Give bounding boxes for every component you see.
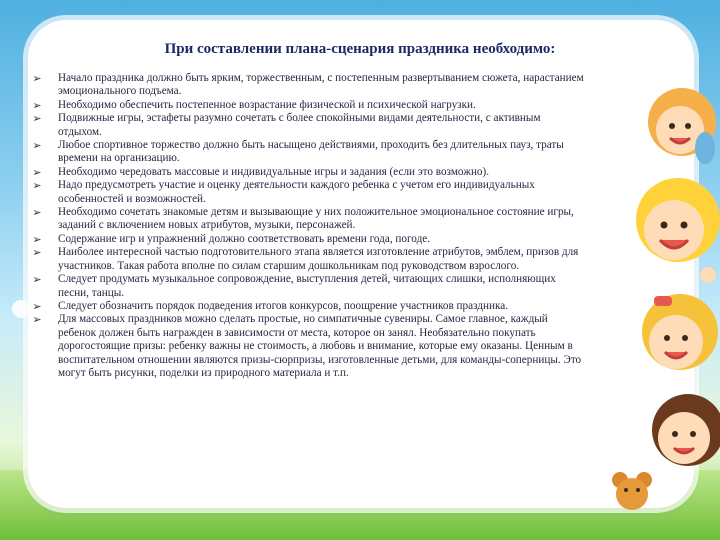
child-face-3 [642,294,718,370]
arrow-bullet-icon: ➢ [32,246,42,260]
child-face-1 [648,88,716,164]
list-item [26,139,586,166]
child-face-2 [636,178,720,283]
list-item-text: Содержание игр и упражнений должно соответствовать времени года, погоде. [58,232,431,245]
list-item [26,206,586,233]
child-face-4 [652,394,720,466]
list-item [26,179,586,206]
list-item [26,72,586,99]
arrow-bullet-icon: ➢ [32,299,42,313]
list-item [26,99,586,112]
arrow-bullet-icon: ➢ [32,232,42,246]
arrow-bullet-icon: ➢ [32,179,42,193]
list-item-text: Необходимо чередовать массовые и индивидуальные игры и задания (если это возможно). [58,165,490,178]
cartoon-children-illustration [570,70,720,510]
teddy-bear [612,472,652,510]
list-item-text: Необходимо обеспечить постепенное возрастание физической и психической нагрузки. [58,98,476,111]
list-item-text: Наиболее интересной частью подготовительного этапа является изготовление атрибутов, эмблем, призов для участников. Такая работа вполне по силам старшим дошкольникам под руководством взрослого. [58,246,579,272]
list-item [26,166,586,179]
page-title: При составлении плана-сценария праздника необходимо: [164,41,556,57]
list-item [26,112,586,139]
arrow-bullet-icon: ➢ [32,206,42,220]
arrow-bullet-icon: ➢ [32,112,42,126]
list-item [26,273,586,300]
arrow-bullet-icon: ➢ [32,139,42,153]
list-item [26,313,586,380]
list-item-text: Необходимо сочетать знакомые детям и вызывающие у них положительное эмоциональное состояние игры, заданий с включением новых атрибутов, музыки, персонажей. [58,206,574,232]
list-item-text: Следует продумать музыкальное сопровождение, выступления детей, читающих слишки, исполняющих песни, танцы. [58,273,556,299]
list-item-text: Подвижные игры, эстафеты разумно сочетать с более спокойными видами деятельности, с активным отдыхом. [58,112,541,138]
list-item-text: Начало праздника должно быть ярким, торжественным, с постепенным развертыванием сюжета, нарастанием эмоционального подъема. [58,72,584,98]
list-item-text: Надо предусмотреть участие и оценку деятельности каждого ребенка с учетом его индивидуальных особенностей и возможностей. [58,179,535,205]
list-item-text: Любое спортивное торжество должно быть насыщено действиями, проходить без длительных пауз, траты времени на организацию. [58,139,564,165]
requirements-list [26,72,586,380]
list-item [26,233,586,246]
arrow-bullet-icon: ➢ [32,98,42,112]
arrow-bullet-icon: ➢ [32,273,42,287]
list-item [26,300,586,313]
list-item-text: Для массовых праздников можно сделать простые, но симпатичные сувениры. Самое главное, каждый ребенок должен быть награжден в зависимости от места, которое он занял. Необязательно покупать дорогостоящие призы: ребенку важны не стоимость, а любовь и внимание, которые ему оказаны. Ценным в воспитательном отношении являются призы-сюрпризы, изготовленные детьми, для команды-соперницы. Это могут быть рисунки, поделки из природного материала и т.п. [58,313,582,379]
arrow-bullet-icon: ➢ [32,72,42,85]
list-item [26,246,586,273]
arrow-bullet-icon: ➢ [32,165,42,179]
list-item-text: Следует обозначить порядок подведения итогов конкурсов, поощрение участников праздника. [58,299,509,312]
arrow-bullet-icon: ➢ [32,313,42,327]
